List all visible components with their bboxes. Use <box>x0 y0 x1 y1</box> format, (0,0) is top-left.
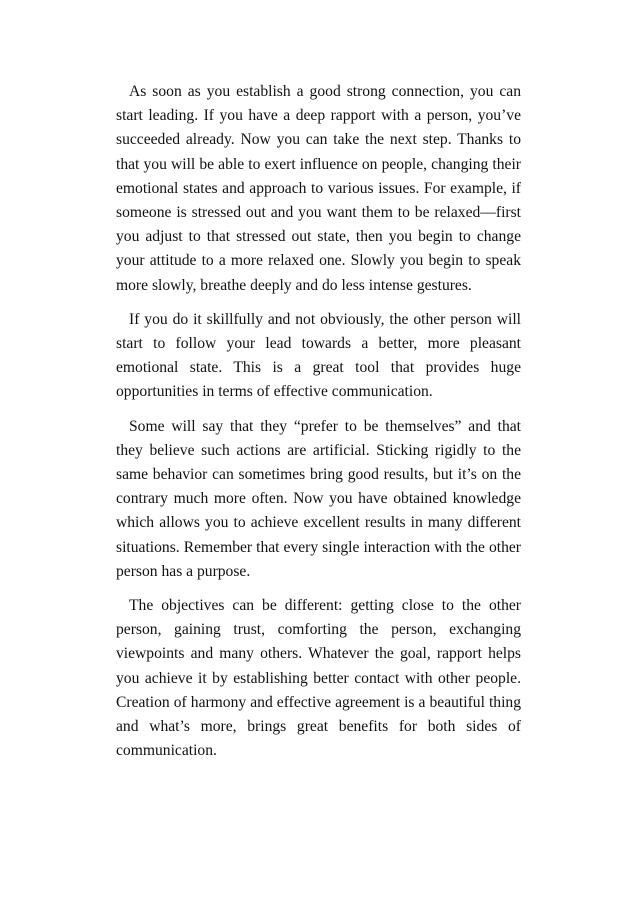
document-page <box>116 80 521 773</box>
paragraph-objectives: The objectives can be different: getting close to the other person, gaining trust, comforting the person, exchanging viewpoints and many others. Whatever the goal, rapport helps you achieve it by establishing better contact with other people. Creation of harmony and effective agreement is a beautiful thing and what’s more, brings great benefits for both sides of communication. <box>116 597 521 760</box>
paragraph-be-themselves: Some will say that they “prefer to be themselves” and that they believe such actions are artificial. Sticking rigidly to the same behavior can sometimes bring good results, but it’s on the contrary much more often. Now you have obtained knowledge which allows you to achieve excellent results in many different situations. Remember that every single interaction with the other person has a purpose. <box>116 417 521 580</box>
paragraph-leading: As soon as you establish a good strong connection, you can start leading. If you have a deep rapport with a person, you’ve succeeded already. Now you can take the next step. Thanks to that you will be able to exert influence on people, changing their emotional states and approach to various issues. For example, if someone is stressed out and you want them to be relaxed—first you adjust to that stressed out state, then you begin to change your attitude to a more relaxed one. Slowly you begin to speak more slowly, breathe deeply and do less intense gestures. <box>116 83 521 294</box>
paragraph-follow-lead: If you do it skillfully and not obviously, the other person will start to follow your lead towards a better, more pleasant emotional state. This is a great tool that provides huge opportunities in terms of effective communication. <box>116 310 521 401</box>
